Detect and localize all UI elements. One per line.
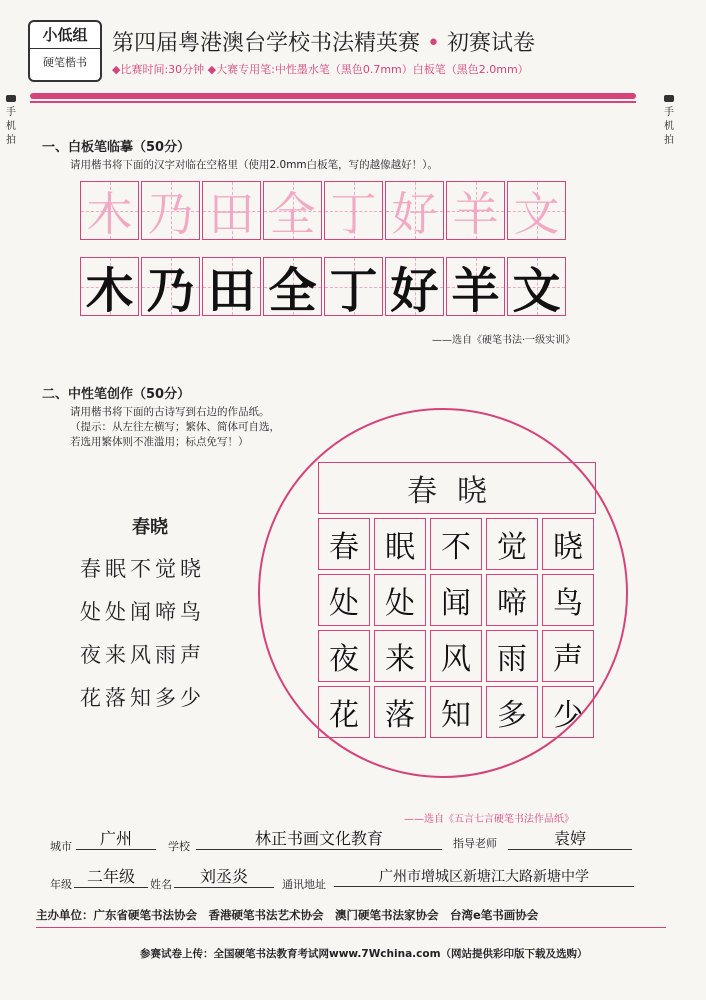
model-char: 好 — [391, 186, 438, 241]
phone-photo-left — [4, 92, 18, 148]
work-cell: 闻 — [430, 574, 482, 626]
name-field[interactable]: 刘丞炎 — [174, 864, 274, 888]
title-separator: • — [427, 31, 440, 56]
teacher-field[interactable]: 袁婷 — [508, 826, 632, 850]
model-char: 田 — [208, 186, 255, 241]
model-cell — [507, 181, 566, 240]
model-char: 丁 — [330, 186, 377, 241]
address-label: 通讯地址 — [282, 878, 326, 891]
badge-type: 硬笔楷书 — [43, 56, 87, 69]
teacher-label: 指导老师 — [453, 837, 497, 850]
work-cell: 鸟 — [542, 574, 594, 626]
copy-cell — [263, 257, 322, 319]
address-field[interactable]: 广州市增城区新塘江大路新塘中学 — [334, 866, 634, 887]
poem-title: 春晓 — [132, 517, 168, 538]
phone-photo-right — [662, 92, 676, 148]
work-cell: 眠 — [374, 518, 426, 570]
school-label: 学校 — [168, 840, 190, 853]
side-char: 手 — [664, 107, 674, 118]
copy-char: 田 — [207, 263, 256, 319]
title-sub: 初赛试卷 — [447, 31, 536, 56]
copy-cell — [385, 257, 444, 319]
work-cell: 夜 — [318, 630, 370, 682]
work-cell: 少 — [542, 686, 594, 738]
upload-info: 参赛试卷上传：全国硬笔书法教育考试网www.7Wchina.com（网站提供彩印版下载及选购） — [140, 948, 588, 960]
info-time: ◆比赛时间:30分钟 — [112, 63, 205, 76]
header-rule — [30, 93, 636, 99]
work-cell: 声 — [542, 630, 594, 682]
work-grid — [318, 518, 598, 742]
copy-cell — [141, 257, 200, 319]
copy-cell — [202, 257, 261, 319]
info-pen: ◆大赛专用笔:中性墨水笔（黑色0.7mm）白板笔（黑色2.0mm） — [207, 63, 529, 76]
city-label: 城市 — [50, 840, 72, 853]
copy-char: 羊 — [451, 263, 500, 319]
model-cell — [324, 181, 383, 240]
section1-instruction: 请用楷书将下面的汉字对临在空格里（使用2.0mm白板笔，写的越像越好！）。 — [70, 159, 438, 171]
work-cell: 觉 — [486, 518, 538, 570]
organizers: 主办单位：广东省硬笔书法协会 香港硬笔书法艺术协会 澳门硬笔书法家协会 台湾e笔书画协会 — [36, 908, 539, 922]
work-cell: 啼 — [486, 574, 538, 626]
poem-line: 春眠不觉晓 — [80, 557, 205, 581]
work-cell: 雨 — [486, 630, 538, 682]
section2-heading: 二、中性笔创作（50分） — [42, 387, 191, 402]
title-main: 第四届粤港澳台学校书法精英赛 — [112, 31, 421, 56]
poem-line: 花落知多少 — [80, 686, 205, 710]
copy-grid — [80, 257, 568, 319]
section2-instruction — [70, 405, 280, 450]
copy-cell — [80, 257, 139, 319]
model-cell — [80, 181, 139, 240]
city-field[interactable]: 广州 — [76, 826, 156, 850]
work-cell: 知 — [430, 686, 482, 738]
footer-rule — [36, 927, 666, 928]
model-cell — [263, 181, 322, 240]
poem-text — [80, 548, 205, 720]
instruction-line: （提示：从左往左横写；繁体、简体可自选， — [70, 421, 280, 433]
grade-label: 年级 — [50, 878, 72, 891]
school-field[interactable]: 林正书画文化教育 — [196, 826, 442, 850]
copy-char: 丁 — [329, 263, 378, 319]
work-cell: 处 — [374, 574, 426, 626]
model-cell — [385, 181, 444, 240]
name-label: 姓名 — [150, 878, 172, 891]
section1-source: ——选自《硬笔书法·一级实训》 — [432, 335, 576, 346]
work-cell: 花 — [318, 686, 370, 738]
model-cell — [446, 181, 505, 240]
model-char: 木 — [86, 186, 133, 241]
section2-source: ——选自《五言七言硬笔书法作品纸》 — [404, 814, 574, 825]
work-cell: 来 — [374, 630, 426, 682]
work-cell: 风 — [430, 630, 482, 682]
contest-info — [112, 61, 529, 77]
grade-field[interactable]: 二年级 — [74, 864, 148, 888]
side-char: 拍 — [6, 135, 16, 146]
work-title: 春晓 — [318, 462, 596, 514]
model-char: 文 — [513, 186, 560, 241]
section1-heading: 一、白板笔临摹（50分） — [42, 140, 191, 155]
page-title — [112, 26, 535, 57]
header-rule-thin — [30, 101, 636, 103]
poem-line: 处处闻啼鸟 — [80, 600, 205, 624]
side-char: 机 — [664, 121, 674, 132]
side-char: 手 — [6, 107, 16, 118]
work-cell: 春 — [318, 518, 370, 570]
side-char: 机 — [6, 121, 16, 132]
work-cell: 落 — [374, 686, 426, 738]
model-grid — [80, 181, 568, 240]
poem-line: 夜来风雨声 — [80, 643, 205, 667]
instruction-line: 若选用繁体则不准滥用；标点免写！） — [70, 436, 249, 448]
model-char: 乃 — [147, 186, 194, 241]
side-char: 拍 — [664, 135, 674, 146]
copy-cell — [324, 257, 383, 319]
copy-char: 文 — [512, 263, 561, 319]
copy-cell — [446, 257, 505, 319]
work-cell: 处 — [318, 574, 370, 626]
model-char: 羊 — [452, 186, 499, 241]
work-cell: 不 — [430, 518, 482, 570]
copy-char: 乃 — [146, 263, 195, 319]
work-cell: 多 — [486, 686, 538, 738]
model-char: 全 — [269, 186, 316, 241]
group-badge — [28, 20, 102, 82]
model-cell — [202, 181, 261, 240]
badge-group: 小低组 — [30, 22, 100, 49]
camera-icon — [6, 95, 16, 102]
copy-char: 全 — [268, 263, 317, 319]
copy-cell — [507, 257, 566, 319]
work-cell: 晓 — [542, 518, 594, 570]
instruction-line: 请用楷书将下面的古诗写到右边的作品纸。 — [70, 406, 270, 418]
copy-char: 木 — [85, 263, 134, 319]
model-cell — [141, 181, 200, 240]
camera-icon — [664, 95, 674, 102]
copy-char: 好 — [390, 263, 439, 319]
